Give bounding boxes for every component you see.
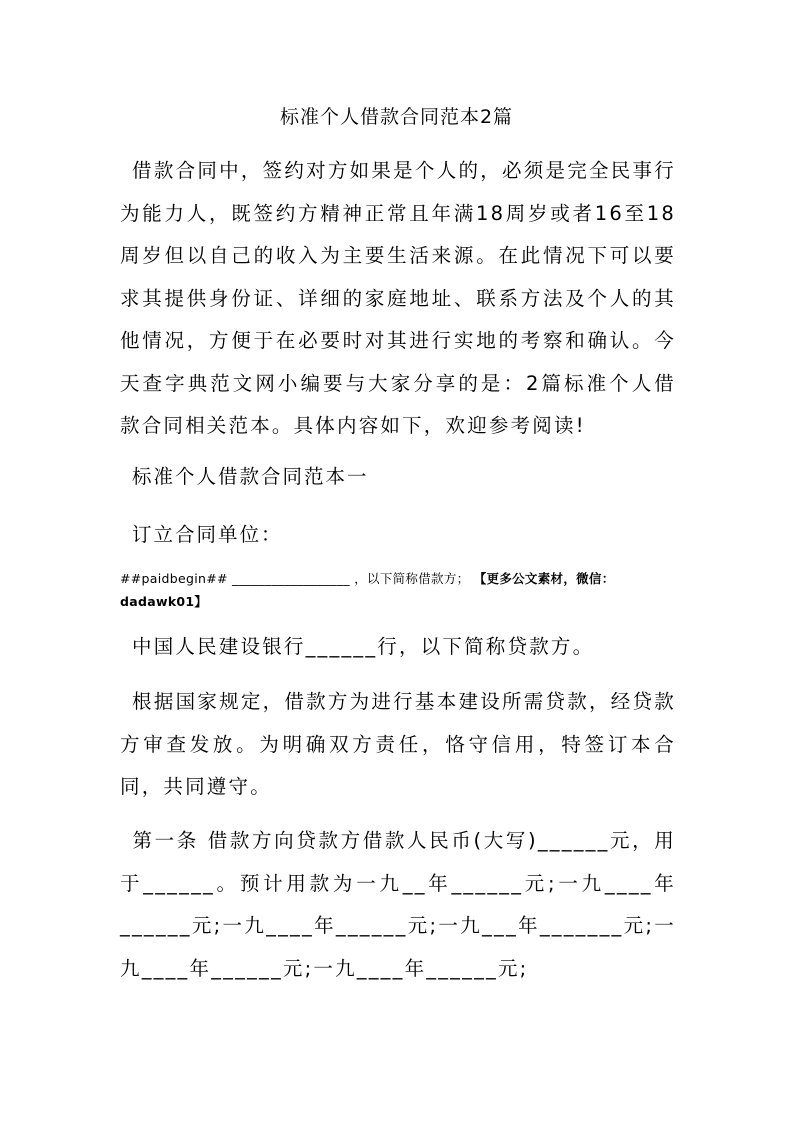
intro-text: 借款合同中，签约对方如果是个人的，必须是完全民事行为能力人，既签约方精神正常且年满18周岁或者16至18周岁但以自己的收入为主要生活来源。在此情况下可以要求其提供身份证、详细的家庭地址、联系方法及个人的其他情况，方便于在必要时对其进行实地的考察和确认。今天查字典范文网小编要与大家分享的是：2篇标准个人借款合同相关范本。具体内容如下，欢迎参考阅读! [120,159,676,437]
contract-unit-label: 订立合同单位： [132,523,283,546]
article-one-paragraph [120,820,676,990]
paid-marker: ##paidbegin## [120,571,228,586]
section-heading: 标准个人借款合同范本一 [132,465,369,488]
borrower-line [120,567,676,613]
document-title: 标准个人借款合同范本2篇 [279,106,514,128]
basis-paragraph [120,681,676,809]
lender-text: 中国人民建设银行______行，以下简称贷款方。 [132,635,595,658]
lender-paragraph [120,626,676,669]
borrower-blank: __________________ [232,571,350,586]
borrower-text: ，以下简称借款方； [354,571,470,586]
promo-text: 【更多公文素材，微信：dadawk01】 [120,571,615,609]
basis-text: 根据国家规定，借款方为进行基本建设所需贷款，经贷款方审查发放。为明确双方责任，恪守信用，特签订本合同，共同遵守。 [120,690,676,798]
intro-paragraph [120,150,676,448]
article-one-text: 第一条 借款方向贷款方借款人民币(大写)______元，用于______。预计用款为一九__年______元;一九____年______元;一九____年______元;一九___年_______元;一九____年______元;一九____年______元; [120,829,676,980]
